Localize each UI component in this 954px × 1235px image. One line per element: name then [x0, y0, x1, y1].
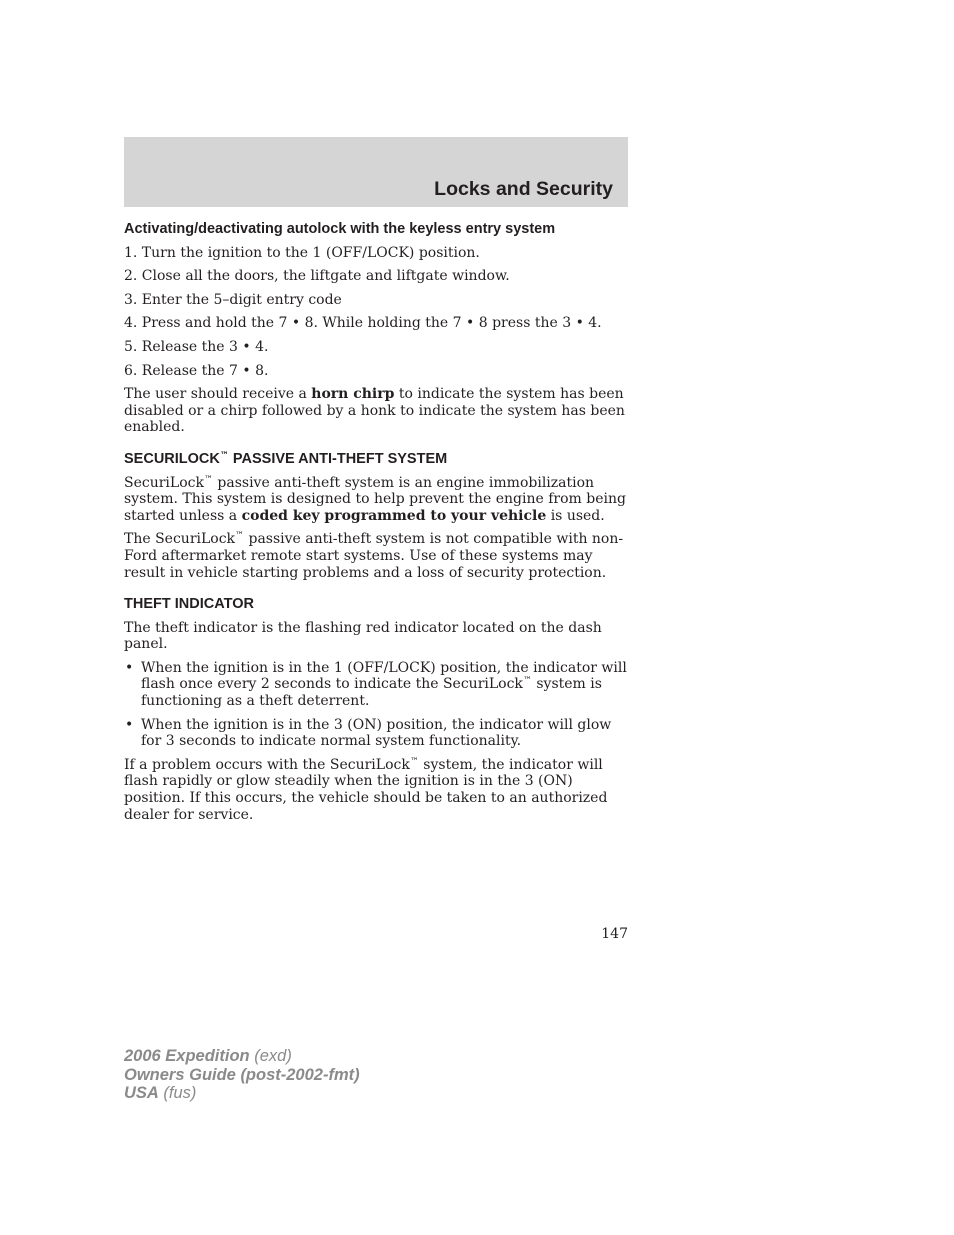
securilock-paragraph-1	[124, 475, 628, 525]
bullet-mark: •	[125, 659, 134, 676]
theft-b1-b: system is functioning as a theft deterrent.	[141, 676, 602, 710]
step-2: 2. Close all the doors, the liftgate and liftgate window.	[124, 268, 510, 285]
theft-bullet-1	[124, 660, 628, 710]
bullet-mark: •	[125, 716, 134, 733]
securilock-p2-b: passive anti-theft system is not compatible with non-Ford aftermarket remote start systems. Use of these systems may result in vehicle starting problems and a loss of security protection.	[124, 531, 624, 581]
footer-model: 2006 Expedition	[124, 1047, 250, 1065]
trademark-mark: ™	[219, 450, 229, 461]
theft-b1-a: When the ignition is in the 1 (OFF/LOCK) position, the indicator will flash once every 2 seconds to indicate the SecuriLock	[141, 659, 627, 693]
section-title: Locks and Security	[434, 178, 613, 200]
trademark-mark: ™	[522, 676, 532, 687]
securilock-heading-b: PASSIVE ANTI-THEFT SYSTEM	[228, 450, 448, 467]
securilock-p1-b: passive anti-theft system is an engine immobilization system. This system is designed to help prevent the engine from being started unless a	[124, 474, 626, 524]
theft-indicator-heading: THEFT INDICATOR	[124, 596, 254, 613]
footer-model-code: (exd)	[249, 1047, 292, 1065]
header-band	[124, 137, 628, 207]
securilock-p2-a: The SecuriLock	[124, 531, 236, 548]
step-5: 5. Release the 3 • 4.	[124, 338, 269, 355]
theft-paragraph-2	[124, 757, 628, 823]
page-number: 147	[601, 926, 628, 942]
footer-line-1	[124, 1047, 360, 1066]
step-1: 1. Turn the ignition to the 1 (OFF/LOCK) position.	[124, 244, 480, 261]
theft-p2-a: If a problem occurs with the SecuriLock	[124, 756, 410, 773]
theft-paragraph-1: The theft indicator is the flashing red indicator located on the dash panel.	[124, 619, 602, 653]
securilock-heading-a: SECURILOCK	[124, 450, 220, 467]
trademark-mark: ™	[409, 756, 419, 767]
securilock-paragraph-2	[124, 531, 628, 581]
autolock-note-pre: The user should receive a	[124, 386, 312, 403]
step-4: 4. Press and hold the 7 • 8. While holding the 7 • 8 press the 3 • 4.	[124, 315, 602, 332]
securilock-p1-c: is used.	[546, 507, 605, 524]
autolock-heading: Activating/deactivating autolock with the keyless entry system	[124, 221, 556, 237]
footer-region-code: (fus)	[158, 1084, 197, 1102]
securilock-p1-bold: coded key programmed to your vehicle	[241, 507, 547, 524]
autolock-note	[124, 386, 628, 436]
footer-line-2	[124, 1066, 360, 1085]
securilock-heading	[124, 451, 628, 468]
autolock-note-post: to indicate the system has been disabled or a chirp followed by a honk to indicate the system has been enabled.	[124, 386, 625, 436]
page-content	[124, 221, 628, 830]
theft-bullet-2	[124, 717, 628, 750]
theft-b2: When the ignition is in the 3 (ON) position, the indicator will glow for 3 seconds to indicate normal system functionality.	[141, 716, 612, 750]
step-6: 6. Release the 7 • 8.	[124, 362, 269, 379]
trademark-mark: ™	[203, 474, 213, 485]
securilock-p1-a: SecuriLock	[124, 474, 204, 491]
document-footer	[124, 1047, 360, 1103]
footer-region: USA	[124, 1084, 159, 1102]
autolock-note-bold: horn chirp	[311, 386, 395, 403]
trademark-mark: ™	[235, 531, 245, 542]
footer-line-3	[124, 1084, 360, 1103]
theft-p2-b: system, the indicator will flash rapidly or glow steadily when the ignition is in the 3 (ON) position. If this occurs, the vehicle should be taken to an authorized dealer for service.	[124, 756, 608, 823]
footer-guide: Owners Guide (post-2002-fmt)	[124, 1065, 360, 1084]
step-3: 3. Enter the 5–digit entry code	[124, 291, 342, 308]
